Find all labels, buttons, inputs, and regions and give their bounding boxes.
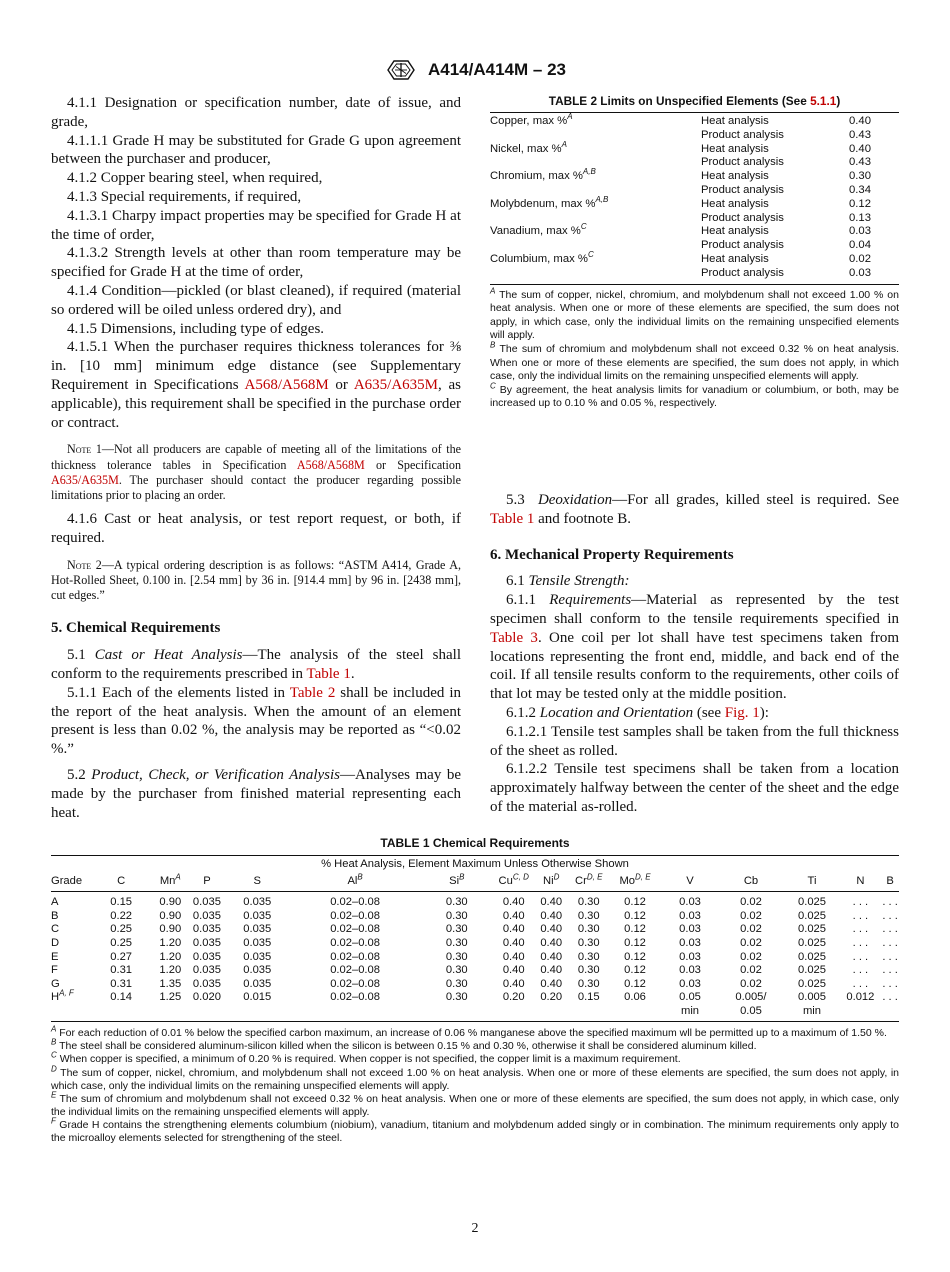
table-2-row [490,198,899,212]
value-cell: 0.035 [243,909,272,922]
para-4-1-3: 4.1.3 Special requirements, if required, [67,188,302,205]
column-header: S [223,873,292,892]
para-4-1-2: 4.1.2 Copper bearing steel, when required, [67,170,323,187]
value-cell: 0.30 [577,923,600,936]
grade-cell: C [51,923,60,936]
para-6-1-2-1: 6.1.2.1 Tensile test samples shall be taken from the full thickness of the sheet as rolled. [490,723,899,759]
value-cell: 0.40 [540,936,563,949]
table-row [51,1005,899,1021]
value-cell: . . . [882,950,898,963]
value-cell: 0.035 [243,950,272,963]
value-cell: 0.40 [502,896,525,909]
value-cell: 0.12 [624,977,646,990]
value-cell: 0.15 [577,991,600,1004]
value-cell: 1.20 [159,950,182,963]
value-cell: 0.035 [192,909,221,922]
element-cell: Vanadium, max %$^C$ [490,222,587,238]
link-table-3[interactable]: Table 3 [490,629,538,646]
value-cell: 0.40 [849,142,871,155]
value-cell: 0.03 [679,950,701,963]
table-2-row [490,143,899,157]
table-2 [490,94,899,411]
right-column [490,491,899,817]
table-2-row [490,129,899,143]
value-cell: 0.43 [849,156,871,169]
value-cell: . . . [882,964,898,977]
value-cell: . . . [882,936,898,949]
element-cell: Copper, max %$^A$ [490,112,573,127]
value-cell: 0.40 [849,115,871,127]
column-header: $Ni^D$ [532,873,570,892]
analysis-type-cell: Product analysis [701,183,784,196]
value-cell: 0.03 [679,909,701,922]
para-6-1: 6.1 Tensile Strength: [506,573,630,590]
table-1-footnote: $^C$ When copper is specified, a minimum of 0.20 % is required. When copper is not specified, the copper limit is a maximum requirement. [51,1050,681,1066]
table-2-row [490,156,899,170]
value-cell: 0.20 [540,991,563,1004]
value-cell: 1.20 [159,936,182,949]
table-1-caption: TABLE 1 Chemical Requirements [380,836,570,850]
para-4-1-5-1: 4.1.5.1 When the purchaser requires thickness tolerances for ⅜ in. [10 mm] minimum edge distance (see Supplementary Requirement in Specifications A568/A568M or A635/A635M, as applicable), this requirement shall be specified in the purchase order or contract. [51,339,461,431]
value-cell: 0.005/ [735,991,767,1004]
value-cell: 0.02–0.08 [330,936,380,949]
column-header: $Al^B$ [292,873,419,892]
value-cell: 0.025 [798,964,826,977]
value-cell: . . . [882,923,898,936]
column-header: Grade [51,873,93,892]
value-cell [93,1005,150,1021]
value-cell: 0.30 [445,896,468,909]
analysis-type-cell: Product analysis [701,156,784,169]
value-cell: 0.90 [159,896,182,909]
value-cell: 0.02–0.08 [330,909,380,922]
grade-cell: E [51,950,59,963]
value-cell: 0.035 [243,964,272,977]
value-cell: 0.40 [540,896,563,909]
table-1-grid [51,855,899,1022]
value-cell: 0.34 [849,183,871,196]
value-cell: . . . [852,950,869,963]
value-cell: 0.40 [540,923,563,936]
value-cell: 0.40 [540,950,563,963]
value-cell: 0.02–0.08 [330,964,380,977]
value-cell: 0.30 [445,923,468,936]
link-fig-1[interactable]: Fig. 1 [724,704,760,721]
value-cell: 0.12 [624,950,646,963]
value-cell: 0.03 [679,977,701,990]
value-cell: 0.31 [110,964,133,977]
table-2-footnote: $^C$ By agreement, the heat analysis limits for vanadium or columbium, or both, may be increased up to 0.10 % and 0.05 %, respectively. [490,381,899,410]
table-2-footnote: $^A$ The sum of copper, nickel, chromium, and molybdenum shall not exceed 1.00 % on heat analysis. When one or more of these elements are specified, the sum does not apply, in which case, only the individual limits on the remaining unspecified elements will apply. [490,286,899,342]
value-cell: 0.025 [798,936,826,949]
value-cell: 0.035 [192,923,221,936]
value-cell [495,1005,533,1021]
value-cell: 0.025 [798,909,826,922]
value-cell: 1.25 [159,991,182,1004]
value-cell [532,1005,570,1021]
analysis-type-cell: Heat analysis [701,197,769,210]
value-cell: 0.04 [849,239,871,252]
value-cell: 0.22 [110,909,133,922]
value-cell: 0.20 [502,991,525,1004]
value-cell: 0.06 [624,991,646,1004]
analysis-type-cell: Heat analysis [701,252,769,265]
column-header: $Si^B$ [419,873,495,892]
element-cell: Nickel, max %$^A$ [490,139,567,155]
value-cell: min [784,1005,839,1021]
link-a635[interactable]: A635/A635M [353,376,439,393]
value-cell: 0.40 [502,950,525,963]
document-designation: A414/A414M – 23 [428,60,566,79]
value-cell: 0.02–0.08 [330,977,380,990]
value-cell: 0.25 [110,936,133,949]
table-2-footnotes [490,286,900,411]
value-cell: min [663,1005,718,1021]
value-cell [223,1005,292,1021]
value-cell: 0.02 [740,964,762,977]
value-cell: 0.12 [624,923,646,936]
value-cell: . . . [852,923,869,936]
link-table-2[interactable]: Table 2 [289,684,336,701]
para-5-2: 5.2 Product, Check, or Verification Analysis—Analyses may be made by the purchaser from finished material representing each heat. [51,766,462,821]
grade-cell: G [51,977,60,990]
note1-link-a568[interactable]: A568/A568M [296,457,365,472]
value-cell: . . . [852,896,869,909]
value-cell [51,1005,93,1021]
value-cell: 0.02 [740,977,762,990]
value-cell: 0.30 [577,896,600,909]
value-cell: 0.30 [445,909,468,922]
table-1-footnotes [51,1024,899,1146]
value-cell: 0.40 [502,909,525,922]
value-cell: 0.40 [540,964,563,977]
value-cell: 0.30 [445,964,468,977]
para-4-1-4: 4.1.4 Condition—pickled (or blast cleaned), if required (material so ordered will be oiled unless ordered dry), and [51,282,461,318]
value-cell: 0.03 [849,225,871,238]
para-4-1-6: 4.1.6 Cast or heat analysis, or test report request, or both, if required. [51,511,461,546]
value-cell: 0.035 [243,923,272,936]
para-4-1-1: 4.1.1 Designation or specification number, date of issue, and grade, [51,95,461,130]
value-cell: 0.02 [740,923,762,936]
value-cell: 0.05 [679,991,701,1004]
value-cell: 0.02 [740,896,762,909]
note-1: Note 1—Not all producers are capable of meeting all of the limitations of the thickness tolerance tables in Specification A568/A568M or Specification A635/A635M. The purchaser should contact the producer regarding possible limitations prior to placing an order. [51,442,461,502]
table-2-footnote: $^B$ The sum of chromium and molybdenum shall not exceed 0.32 % on heat analysis. When one or more of these elements are specified, the sum does not apply, in which case, only the individual limits on the remaining unspecified elements will apply. [490,340,900,383]
table-row [51,910,899,924]
column-header: C [93,873,150,892]
table-row [51,892,899,910]
value-cell: 0.30 [577,964,600,977]
value-cell: 0.02–0.08 [330,896,380,909]
table-2-row [490,212,899,226]
column-header: B [881,873,899,892]
link-table-1-b[interactable]: Table 1 [490,510,535,527]
value-cell: 0.025 [798,977,826,990]
value-cell: 0.90 [159,923,182,936]
value-cell [881,1005,899,1021]
grade-cell: B [51,909,59,922]
value-cell: 0.12 [624,896,646,909]
value-cell: . . . [852,964,869,977]
column-header: Ti [784,873,839,892]
link-5-1-1[interactable]: 5.1.1 [810,94,837,108]
grade-cell: A [51,896,59,909]
value-cell: 0.035 [192,896,221,909]
table-row [51,991,899,1005]
table-1-footnote: $^A$ For each reduction of 0.01 % below the specified carbon maximum, an increase of 0.06 % manganese above the specified maximum wll be permitted up to a maximum of 1.50 %. [51,1024,887,1039]
para-5-1: 5.1 Cast or Heat Analysis—The analysis of the steel shall conform to the requirements prescribed in Table 1. [51,647,461,682]
value-cell: 0.025 [798,896,826,909]
value-cell: 0.14 [110,991,133,1004]
value-cell: 0.03 [679,964,701,977]
value-cell: 0.25 [110,923,133,936]
value-cell: 0.02 [740,936,762,949]
para-4-1-1-1: 4.1.1.1 Grade H may be substituted for Grade G upon agreement between the purchaser and producer, [51,132,461,168]
value-cell: 0.40 [540,909,563,922]
value-cell: 0.035 [192,936,221,949]
note-2: Note 2—A typical ordering description is as follows: “ASTM A414, Grade A, Hot-Rolled Sheet, 0.100 in. [2.54 mm] by 36 in. [914.4 mm] by 96 in. [2438 mm], cut edges.” [51,557,461,603]
value-cell: 0.12 [624,936,646,949]
grade-cell: $H^{A, F}$ [51,988,74,1004]
para-4-1-3-2: 4.1.3.2 Strength levels at other than room temperature may be specified for Grade H at the time of order, [51,245,461,281]
value-cell: 1.35 [159,977,182,990]
value-cell [419,1005,495,1021]
value-cell: . . . [882,977,898,990]
value-cell [191,1005,223,1021]
value-cell: 0.035 [192,950,221,963]
page-number: 2 [471,1221,479,1236]
value-cell [150,1005,191,1021]
value-cell: 0.30 [577,909,600,922]
value-cell: 0.035 [243,896,272,909]
value-cell: 0.020 [192,991,221,1004]
value-cell: 0.03 [679,936,701,949]
column-header: $Cu^{C, D}$ [495,873,533,892]
table-1-footnote: $^F$ Grade H contains the strengthening elements columbium (niobium), vanadium, titanium and molybdenum added singly or in combination. The minimum requirements only apply to the microalloy elements selected for strengthening of the steel. [51,1116,899,1145]
analysis-type-cell: Product analysis [701,239,784,252]
table-row [51,964,899,978]
analysis-type-cell: Product analysis [701,266,784,279]
value-cell: 0.012 [846,991,875,1004]
value-cell: 0.12 [624,909,646,922]
table-2-grid [490,112,899,285]
value-cell [292,1005,419,1021]
page-header [0,57,950,83]
value-cell: 0.02–0.08 [330,923,380,936]
value-cell: 0.40 [502,964,525,977]
value-cell [608,1005,663,1021]
table-2-row [490,225,899,239]
value-cell: . . . [852,977,869,990]
value-cell: 0.035 [192,964,221,977]
value-cell: 0.30 [445,936,468,949]
value-cell: 0.40 [540,977,563,990]
value-cell: 0.40 [502,977,525,990]
value-cell: 0.035 [243,977,272,990]
value-cell: . . . [852,936,869,949]
table-2-row [490,170,899,184]
grade-cell: D [51,936,60,949]
value-cell: 0.03 [679,896,701,909]
para-6-1-1: 6.1.1 Requirements—Material as represented by the test specimen shall conform to the tensile requirements specified in Table 3. One coil per lot shall have test specimens taken from locations representing the front end, middle, and back end of the coil. If all tensile results conform to the requirements, other coils of that lot may be tested only at the middle position. [490,592,899,703]
section-5-heading: 5. Chemical Requirements [51,620,221,637]
table-row [51,937,899,951]
value-cell: 0.03 [679,923,701,936]
value-cell: . . . [882,909,898,922]
value-cell: 0.02 [740,909,762,922]
value-cell: 0.30 [577,950,600,963]
note1-link-a635[interactable]: A635/A635M [51,472,119,487]
table-1-footnote: $^D$ The sum of copper, nickel, chromium, and molybdenum shall not exceed 1.00 % on heat analysis. When one or more of these elements are specified, the sum does not apply, in which case, only the individual limits on the remaining unspecified elements will apply. [51,1064,899,1092]
column-header: V [663,873,718,892]
value-cell: 0.035 [243,936,272,949]
link-a568[interactable]: A568/A568M [244,376,329,393]
column-header: N [840,873,882,892]
table-2-caption: TABLE 2 Limits on Unspecified Elements (See 5.1.1) [548,94,841,108]
column-header: $Cr^{D, E}$ [570,873,608,892]
value-cell: 0.02 [740,950,762,963]
analysis-type-cell: Heat analysis [701,225,769,238]
value-cell: 0.13 [849,211,871,224]
value-cell: 0.005 [798,991,826,1004]
value-cell: 0.30 [445,950,468,963]
left-column [51,94,461,822]
value-cell: 0.015 [243,991,272,1004]
value-cell: 0.05 [718,1005,785,1021]
value-cell: 1.20 [159,964,182,977]
section-6-heading: 6. Mechanical Property Requirements [490,546,734,563]
value-cell: 0.12 [849,197,871,210]
column-header: P [191,873,223,892]
table-1-footnote: $^E$ The sum of chromium and molybdenum shall not exceed 0.32 % on heat analysis. When one or more of these elements are specified, the sum does not apply, in which case, only the individual limits on the remaining unspecified elements will apply. [51,1090,899,1118]
value-cell: 0.025 [798,923,826,936]
table-2-row [490,239,899,253]
table-row [51,951,899,965]
para-5-3: 5.3 Deoxidation—For all grades, killed steel is required. See Table 1 and footnote B. [490,492,899,527]
value-cell: 0.90 [159,909,182,922]
value-cell: 0.035 [192,977,221,990]
element-cell: Chromium, max %$^{A,B}$ [490,167,596,183]
analysis-type-cell: Heat analysis [701,115,769,127]
value-cell: . . . [882,896,898,909]
value-cell: . . . [852,909,869,922]
value-cell [570,1005,608,1021]
table-1-footnote: $^B$ The steel shall be considered aluminum-silicon killed when the silicon is between 0.15 % and 0.30 %, otherwise it shall be considered aluminum killed. [51,1037,757,1052]
table-2-row [490,113,899,129]
astm-logo-icon [384,57,418,83]
value-cell: 0.40 [502,936,525,949]
table-2-row [490,253,899,267]
value-cell: 0.40 [502,923,525,936]
table-row [51,923,899,937]
analysis-type-cell: Heat analysis [701,170,769,183]
value-cell: 0.30 [445,977,468,990]
analysis-type-cell: Product analysis [701,211,784,224]
analysis-type-cell: Heat analysis [701,142,769,155]
value-cell: 0.02–0.08 [330,991,380,1004]
table-1 [51,836,899,1146]
value-cell: 0.27 [110,950,133,963]
value-cell: 0.30 [577,977,600,990]
para-6-1-2: 6.1.2 Location and Orientation (see Fig. 1): [506,704,769,721]
table-row [51,978,899,992]
analysis-type-cell: Product analysis [701,128,784,141]
link-table-1[interactable]: Table 1 [306,665,351,682]
value-cell: 0.03 [849,266,871,279]
value-cell: 0.02–0.08 [330,950,380,963]
value-cell: 0.30 [577,936,600,949]
element-cell: Molybdenum, max %$^{A,B}$ [490,195,609,210]
para-4-1-3-1: 4.1.3.1 Charpy impact properties may be specified for Grade H at the time of order, [51,207,461,243]
table-2-row [490,184,899,198]
table-1-span-header: % Heat Analysis, Element Maximum Unless Otherwise Shown [321,858,629,870]
value-cell: 0.30 [445,991,468,1004]
column-header: $Mn^A$ [150,873,191,892]
column-header: $Mo^{D, E}$ [608,873,663,892]
value-cell: . . . [882,991,898,1004]
value-cell: 0.02 [849,252,871,265]
value-cell: 0.12 [624,964,646,977]
column-header: Cb [718,873,785,892]
value-cell [840,1005,882,1021]
value-cell: 0.43 [849,128,871,141]
value-cell: 0.30 [849,170,871,183]
element-cell: Columbium, max %$^C$ [490,250,594,265]
value-cell: 0.15 [110,896,133,909]
value-cell: 0.31 [110,977,133,990]
para-6-1-2-2: 6.1.2.2 Tensile test specimens shall be taken from a location approximately halfway between the center of the sheet and the edge of the material as-rolled. [490,761,899,815]
grade-cell: F [51,964,58,977]
value-cell: 0.025 [798,950,826,963]
table-2-row [490,267,899,284]
para-5-1-1: 5.1.1 Each of the elements listed in Table 2 shall be included in the report of the heat analysis. When the amount of an element present is less than 0.02 %, the analysis may be reported as “<0.02 %.” [51,684,461,758]
para-4-1-5: 4.1.5 Dimensions, including type of edges. [67,320,325,337]
